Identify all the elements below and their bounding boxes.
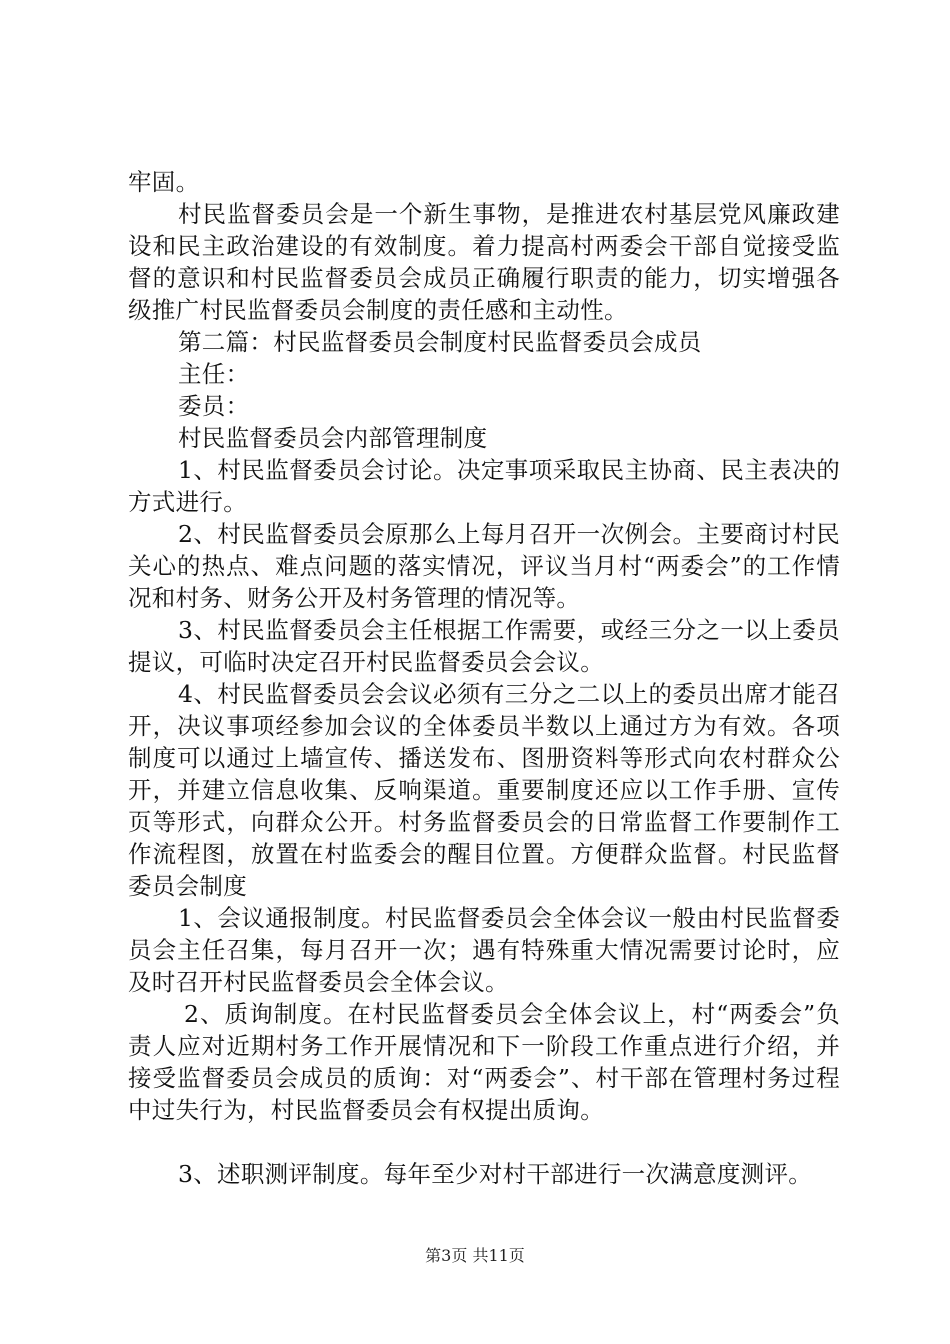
list-item: 3、述职测评制度。每年至少对村干部进行一次满意度测评。: [178, 1160, 813, 1188]
section-heading: 第二篇：村民监督委员会制度村民监督委员会成员: [178, 328, 702, 356]
paragraph-intro: 村民监督委员会是一个新生事物，是推进农村基层党风廉政建设和民主政治建设的有效制度。着力提高村两委会干部自觉接受监督的意识和村民监督委员会成员正确履行职责的能力，切实增强各级推广村民监督委员会制度的责任感和主动性。: [128, 200, 840, 324]
list-item: 2、质询制度。在村民监督委员会全体会议上，村“两委会”负责人应对近期村务工作开展情况和下一阶段工作重点进行介绍，并接受监督委员会成员的质询：对“两委会”、村干部在管理村务过程中过失行为，村民监督委员会有权提出质询。: [128, 1000, 840, 1124]
field-director: 主任：: [178, 360, 250, 388]
field-members: 委员：: [178, 392, 250, 420]
list-item: 4、村民监督委员会会议必须有三分之二以上的委员出席才能召开，决议事项经参加会议的全体委员半数以上通过方为有效。各项制度可以通过上墙宣传、播送发布、图册资料等形式向农村群众公开，并建立信息收集、反响渠道。重要制度还应以工作手册、宣传页等形式，向群众公开。村务监督委员会的日常监督工作要制作工作流程图，放置在村监委会的醒目位置。方便群众监督。村民监督委员会制度: [128, 680, 840, 900]
list-item: 1、村民监督委员会讨论。决定事项采取民主协商、民主表决的方式进行。: [128, 456, 840, 516]
page-footer: 第3页 共11页: [425, 1246, 525, 1265]
list-item: 1、会议通报制度。村民监督委员会全体会议一般由村民监督委员会主任召集，每月召开一次；遇有特殊重大情况需要讨论时，应及时召开村民监督委员会全体会议。: [128, 904, 840, 996]
list-item: 2、村民监督委员会原那么上每月召开一次例会。主要商讨村民关心的热点、难点问题的落实情况，评议当月村“两委会”的工作情况和村务、财务公开及村务管理的情况等。: [128, 520, 840, 612]
document-body: [128, 166, 840, 1190]
subsection-heading: 村民监督委员会内部管理制度: [178, 424, 488, 452]
list-item: 3、村民监督委员会主任根据工作需要，或经三分之一以上委员提议，可临时决定召开村民监督委员会会议。: [128, 616, 840, 676]
paragraph-continuation: 牢固。: [128, 168, 200, 196]
